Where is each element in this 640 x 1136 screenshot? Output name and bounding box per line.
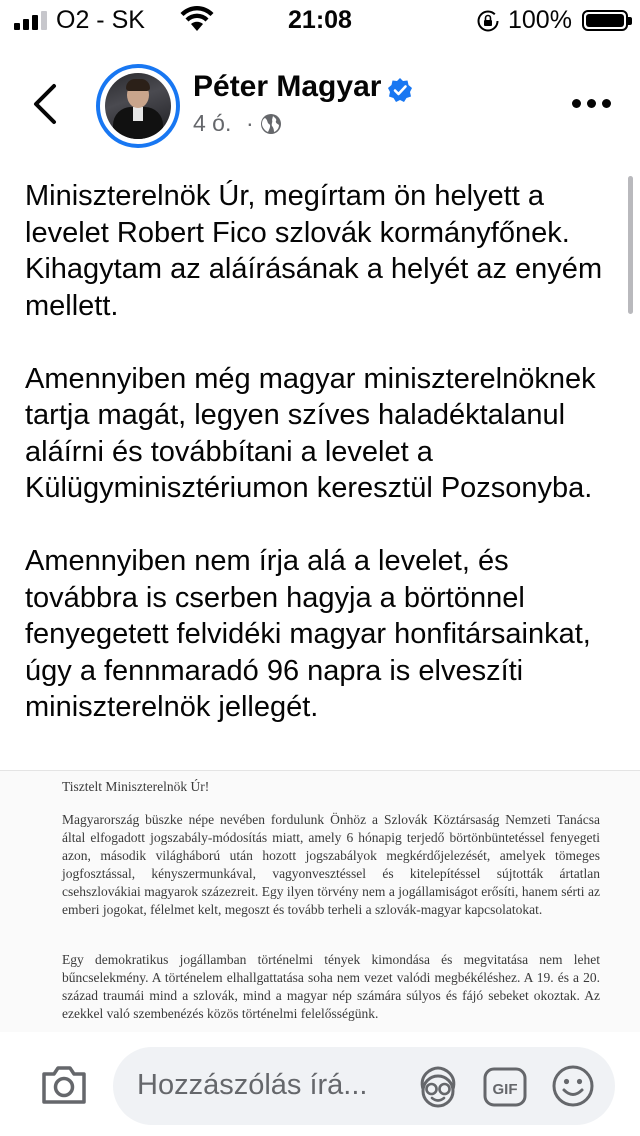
gif-icon[interactable] [483,1067,527,1107]
gif-label: GIF [492,1081,518,1098]
camera-icon[interactable] [40,1062,88,1106]
post-paragraph: Miniszterelnök Úr, megírtam ön helyett a levelet Robert Fico szlovák kormányfőnek. Kihagytam az aláírásának a helyét az enyém mellett. [25,180,603,322]
attached-letter-image[interactable] [0,770,640,1032]
post-timestamp[interactable]: 4 ó. [193,110,232,136]
author-avatar[interactable] [96,64,180,148]
emoji-icon[interactable] [551,1064,595,1108]
scrollbar[interactable] [628,176,633,314]
post-body [25,178,625,762]
meta-separator: · [246,110,254,136]
profile-photo [105,73,171,139]
avatar-sticker-icon[interactable] [415,1065,461,1109]
clock: 21:08 [288,6,352,34]
post-paragraph: Amennyiben nem írja alá a levelet, és továbbra is cserben hagyja a börtönnel fenyegetett felvidéki magyar honfitársainkat, úgy a fennmaradó 96 napra is elveszíti miniszterelnök jellegét. [25,545,591,723]
post-paragraph: Amennyiben még magyar miniszterelnöknek tartja magát, legyen szíves haladéktalanul aláírni és továbbítani a levelet a Külügyminisztériumon keresztül Pozsonyba. [25,362,596,504]
comment-bar [0,1032,640,1136]
carrier-name: O2 - SK [56,6,145,34]
author-name[interactable]: Péter Magyar [193,70,382,103]
more-options-icon[interactable] [572,96,612,110]
status-bar [0,0,640,40]
globe-icon [259,112,283,136]
letter-paragraph: Egy demokratikus jogállamban történelmi tények kimondása és megvitatása nem lehet bűncselekmény. A történelem elhallgattatása soha nem vezet valódi megbékéléshez. A 19. és a 20. század traumái mind a szlovák, mind a magyar nép számára súlyos és fájó sebeket okoztak. Az ezekkel való szembenézés közös történelmi felelősségünk. [62,952,600,1021]
verified-badge-icon [387,77,413,103]
battery-icon [582,10,628,31]
battery-percentage: 100% [508,6,572,34]
comment-input[interactable] [113,1047,615,1125]
back-arrow-icon[interactable] [28,82,62,126]
letter-greeting: Tisztelt Miniszterelnök Úr! [62,779,210,794]
rotation-lock-icon [476,9,500,33]
comment-placeholder: Hozzászólás írá... [137,1069,368,1101]
letter-paragraph: Magyarország büszke népe nevében fordulunk Önhöz a Szlovák Köztársaság Nemzeti Tanácsa által elfogadott jogszabály-módosítás miatt, amely 6 hónapig terjedő börtönbüntetéssel fenyegeti azon, második világháború után hozott jogszabályok megkérdőjelezését, amelyek tömeges jogfosztással, kényszermunkával, vagyonvesztéssel és kitelepítéssel sújtották ártatlan csehszlovákiai magyarok százezreit. Egy ilyen törvény nem a jogállamiságot erősíti, hanem sérti az emberi jogokat, félelmet kelt, megoszt és tovább terheli a szlovák-magyar kapcsolatokat. [62,812,600,917]
